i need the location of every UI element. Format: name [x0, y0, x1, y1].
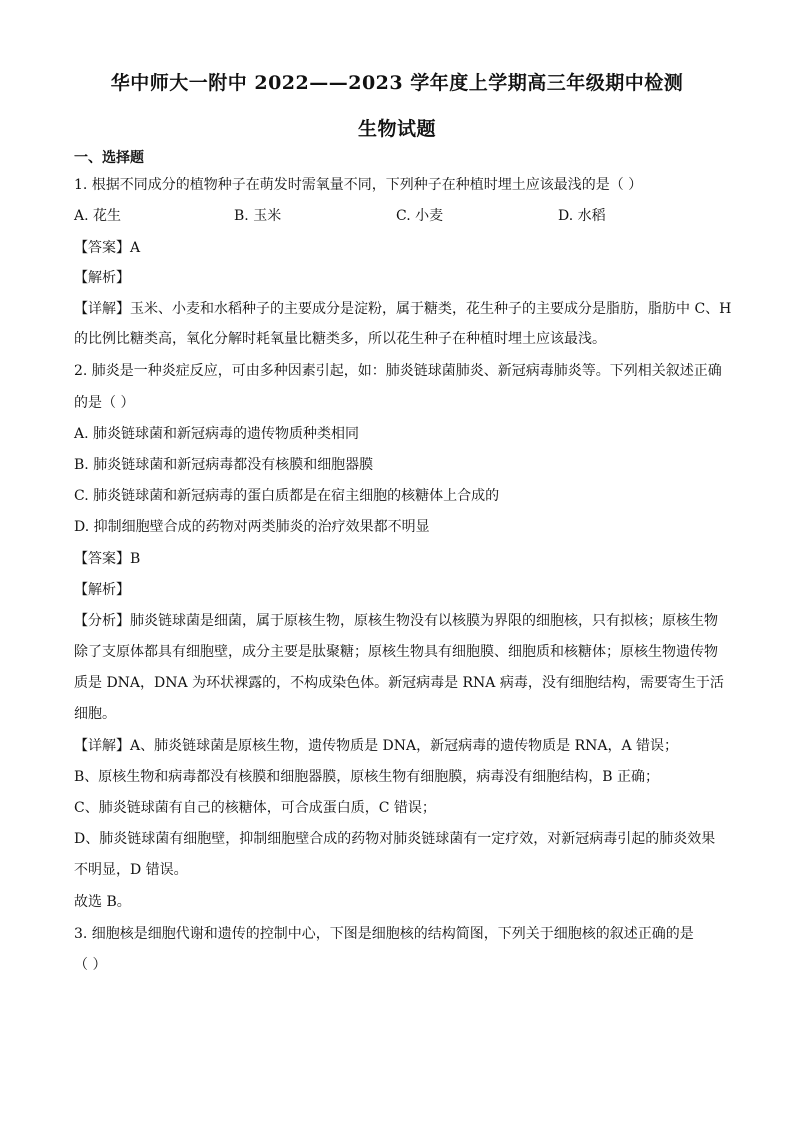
q1-stem: 1. 根据不同成分的植物种子在萌发时需氧量不同，下列种子在种植时埋土应该最浅的是（ ）: [74, 177, 643, 193]
q3-stem-line-2: （ ）: [74, 957, 107, 973]
q1-option-b: B. 玉米: [234, 208, 282, 224]
q2-detail-line-1: 【详解】A、肺炎链球菌是原核生物，遗传物质是 DNA，新冠病毒的遗传物质是 RNA，A 错误；: [74, 738, 679, 754]
q2-option-c: C. 肺炎链球菌和新冠病毒的蛋白质都是在宿主细胞的核糖体上合成的: [74, 488, 500, 504]
q2-fenxi-line-2: 除了支原体都具有细胞壁，成分主要是肽聚糖；原核生物具有细胞膜、细胞质和核糖体；原核生物遗传物: [74, 644, 718, 660]
q1-option-a: A. 花生: [74, 208, 122, 224]
q2-detail-line-2: B、原核生物和病毒都没有核膜和细胞器膜，原核生物有细胞膜，病毒没有细胞结构，B 正确；: [74, 769, 660, 785]
exam-subtitle: 生物试题: [357, 118, 436, 140]
q3-stem-line-1: 3. 细胞核是细胞代谢和遗传的控制中心，下图是细胞核的结构简图，下列关于细胞核的叙述正确的是: [74, 926, 694, 942]
q2-detail-line-5: 不明显，D 错误。: [74, 862, 188, 878]
q2-fenxi-line-3: 质是 DNA，DNA 为环状裸露的，不构成染色体。新冠病毒是 RNA 病毒，没有细胞结构，需要寄生于活: [74, 675, 724, 691]
q1-detail-line-1: 【详解】玉米、小麦和水稻种子的主要成分是淀粉，属于糖类，花生种子的主要成分是脂肪，脂肪中 C、H: [74, 301, 732, 317]
q1-option-c: C. 小麦: [396, 208, 444, 224]
exam-title: 华中师大一附中 2022——2023 学年度上学期高三年级期中检测: [110, 72, 684, 94]
q2-answer: 【答案】B: [74, 551, 141, 567]
q2-fenxi-line-1: 【分析】肺炎链球菌是细菌，属于原核生物，原核生物没有以核膜为界限的细胞核，只有拟核；原核生物: [74, 613, 718, 629]
q2-detail-line-3: C、肺炎链球菌有自己的核糖体，可合成蛋白质，C 错误；: [74, 800, 436, 816]
q2-analysis-label: 【解析】: [74, 582, 130, 598]
q1-option-d: D. 水稻: [558, 208, 606, 224]
q2-option-b: B. 肺炎链球菌和新冠病毒都没有核膜和细胞器膜: [74, 457, 374, 473]
q2-stem-line-2: 的是（ ）: [74, 395, 135, 411]
q2-option-a: A. 肺炎链球菌和新冠病毒的遗传物质种类相同: [74, 426, 360, 442]
q2-fenxi-line-4: 细胞。: [74, 706, 116, 722]
q1-detail-line-2: 的比例比糖类高，氧化分解时耗氧量比糖类多，所以花生种子在种植时埋土应该最浅。: [74, 331, 606, 347]
q2-option-d: D. 抑制细胞壁合成的药物对两类肺炎的治疗效果都不明显: [74, 519, 430, 535]
q1-answer: 【答案】A: [74, 240, 141, 256]
section-heading: 一、选择题: [74, 150, 144, 166]
q2-conclusion: 故选 B。: [74, 894, 131, 910]
q2-stem-line-1: 2. 肺炎是一种炎症反应，可由多种因素引起，如：肺炎链球菌肺炎、新冠病毒肺炎等。下列相关叙述正确: [74, 363, 722, 379]
q1-analysis-label: 【解析】: [74, 270, 130, 286]
q2-detail-line-4: D、肺炎链球菌有细胞壁，抑制细胞壁合成的药物对肺炎链球菌有一定疗效，对新冠病毒引起的肺炎效果: [74, 831, 716, 847]
